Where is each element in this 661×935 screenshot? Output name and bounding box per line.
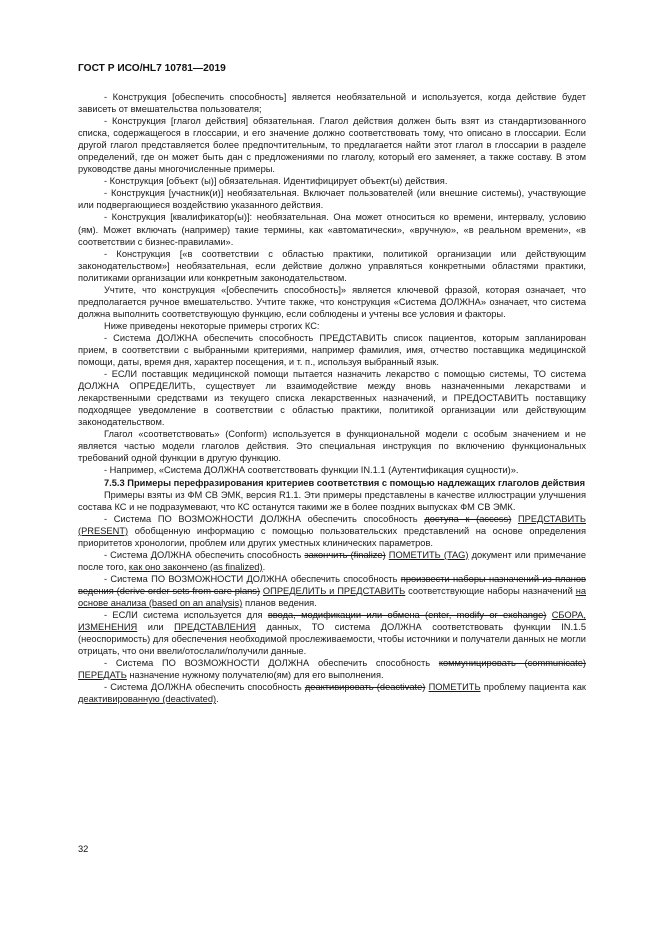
text-run: - ЕСЛИ поставщик медицинской помощи пытается назначить лекарство с помощью системы, ТО система ДОЛЖНА ОПРЕДЕЛИТЬ, существует ли взаимодействие между вновь назначенными лекарствами и лекарственными средствами из текущего списка лекарственных назначений, и ПРЕДОСТАВИТЬ поставщику подходящее уведомление в соответствии с областью практики, политикой организации или действующим законодательством. [78, 369, 586, 428]
paragraph [78, 464, 586, 476]
paragraph [78, 115, 586, 175]
document-body [78, 91, 586, 705]
text-run: - Система ПО ВОЗМОЖНОСТИ ДОЛЖНА обеспечить способность [104, 573, 401, 584]
text-run: - Система ПО ВОЗМОЖНОСТИ ДОЛЖНА обеспечить способность [104, 658, 439, 669]
inserted-text: деактивированную (deactivated) [78, 694, 217, 705]
paragraph [78, 609, 586, 657]
text-run: - Система ДОЛЖНА обеспечить способность [104, 549, 305, 560]
inserted-text: как оно закончено (as finalized) [128, 561, 263, 572]
text-run: . [216, 694, 219, 705]
paragraph [78, 332, 586, 368]
paragraph [78, 187, 586, 211]
text-run: - Конструкция [«в соответствии с областью практики, политикой организации или действующим законодательством»] необязательная, если действие должно управляться конкретными областями практики, политиками организации или конкретным законодательством. [78, 248, 586, 283]
deleted-text: ввода, модификации или обмена (enter, modify or exchange) [267, 610, 547, 621]
paragraph [78, 428, 586, 464]
text-run: . [262, 561, 266, 572]
inserted-text: на основе анализа (based on an analysis) [78, 585, 586, 608]
paragraph [78, 573, 586, 609]
paragraph [78, 681, 586, 705]
inserted-text: СБОРА, ИЗМЕНЕНИЯ [78, 610, 587, 633]
text-run: соответствующие наборы назначений [405, 585, 576, 596]
text-run: - Конструкция [обеспечить способность] является необязательной и используется, когда действие будет зависеть от вмешательства пользователя; [78, 92, 586, 115]
inserted-text: ОПРЕДЕЛИТЬ и ПРЕДСТАВИТЬ [262, 585, 406, 596]
text-run: - Система ДОЛЖНА обеспечить способность ПРЕДСТАВИТЬ список пациентов, которым запланирован прием, в соответствии с выбранными критериями, например фамилия, имя, отчество поставщика медицинской помощи, даты, время дня, характер посещения, и т. п., используя выбранный язык. [78, 332, 586, 368]
deleted-text: закончить (finalize) [304, 549, 386, 560]
text-run: - Система ПО ВОЗМОЖНОСТИ ДОЛЖНА обеспечить способность [104, 513, 425, 524]
paragraph [78, 657, 586, 681]
inserted-text: ПЕРЕДАТЬ [78, 670, 127, 681]
paragraph [78, 320, 586, 332]
deleted-text: коммуницировать (communicate) [438, 658, 587, 669]
document-header: ГОСТ Р ИСО/HL7 10781—2019 [78, 63, 226, 74]
inserted-text: ПРЕДСТАВИТЬ (PRESENT) [78, 513, 586, 536]
paragraph [78, 91, 586, 115]
text-run: данных, ТО система ДОЛЖНА соответствовать функции IN.1.5 (неоспоримость) для обеспечения необходимой прослеживаемости, чтобы источники и получатели данных не могли отрицать, что они ввели/отослали/получили данные. [78, 622, 586, 657]
paragraph [78, 284, 586, 320]
text-run: Глагол «соответствовать» (Conform) используется в функциональной модели с особым значением и не является частью модели глаголов действия. Это специальная инструкция по включению функциональных требований одной функции в другую функцию. [78, 429, 586, 464]
paragraph [78, 175, 586, 187]
text-run: проблему пациента как [480, 682, 586, 693]
deleted-text: деактивировать (deactivate) [304, 682, 426, 693]
text-run: Учтите, что конструкция «[обеспечить способность]» является ключевой фразой, которая означает, что предполагается ручное вмешательство. Учтите также, что конструкция «Система ДОЛЖНА» означает, что система должна выполнить соответствующую функцию, если соблюдены и учтены все условия и факторы. [78, 284, 586, 319]
text-run: - ЕСЛИ система используется для [104, 610, 268, 621]
text-run: документ или примечание после того, [78, 549, 586, 572]
paragraph [78, 549, 586, 573]
deleted-text: доступа к (access) [424, 513, 512, 524]
paragraph [78, 513, 586, 549]
text-run: - Конструкция [участник(и)] необязательная. Включает пользователей (или внешние системы), участвующие или подвергающиеся воздействию указанного действия. [78, 188, 586, 211]
text-run: - Конструкция [глагол действия] обязательная. Глагол действия должен быть взят из стандартизованного списка, содержащегося в глоссарии, и его значение должно соответствовать тому, что описано в глоссарии. Если другой глагол представляется более предпочтительным, то предлагается найти этот глагол в глоссарии в разделе определений, где он может быть дан с предложениями по глаголу, который его заменяет, а также составу. В этом руководстве даны многочисленные примеры. [78, 116, 586, 175]
inserted-text: ПОМЕТИТЬ [428, 682, 481, 693]
paragraph [78, 248, 586, 284]
text-run [511, 514, 518, 524]
text-run: - Конструкция [объект (ы)] обязательная. Идентифицирует объект(ы) действия. [104, 176, 448, 187]
deleted-text: произвести наборы назначений из планов ведения (derive order sets from care plans) [78, 573, 586, 596]
text-run: или [137, 622, 175, 633]
paragraph [78, 211, 586, 247]
text-run: - Система ДОЛЖНА обеспечить способность [104, 682, 305, 693]
text-run: - Например, «Система ДОЛЖНА соответствовать функции IN.1.1 (Аутентификация сущности)». [104, 465, 519, 476]
paragraph [78, 489, 586, 513]
text-run: планов ведения. [242, 597, 317, 608]
section-heading: 7.5.3 Примеры перефразирования критериев соответствия с помощью надлежащих глаголов действия [104, 477, 586, 488]
page-number: 32 [78, 844, 89, 854]
inserted-text: ПРЕДСТАВЛЕНИЯ [174, 622, 256, 633]
text-run: обобщенную информацию с помощью пользовательских представлений на основе определения приоритетов хронологии, проблем или других уместных клинических параметров. [78, 525, 586, 548]
text-run: - Конструкция [квалификатор(ы)]: необязательная. Она может относиться ко времени, интервалу, условию (ям). Может включать (например) такие термины, как «автоматически», «вручную», «в реальном времени», «в соответствии с бизнес-правилами». [78, 212, 586, 247]
text-run: назначение нужному получателю(ям) для его выполнения. [126, 670, 384, 681]
paragraph [78, 368, 586, 428]
text-run: Примеры взяты из ФМ СВ ЭМК, версия R1.1. Эти примеры представлены в качестве иллюстрации улучшения состава КС и не подразумевают, что КС останутся такими же в более поздних выпусках ФМ СВ ЭМК. [78, 489, 586, 512]
paragraph [78, 477, 586, 489]
inserted-text: ПОМЕТИТЬ (TAG) [388, 549, 469, 560]
text-run: Ниже приведены некоторые примеры строгих КС: [104, 320, 320, 331]
